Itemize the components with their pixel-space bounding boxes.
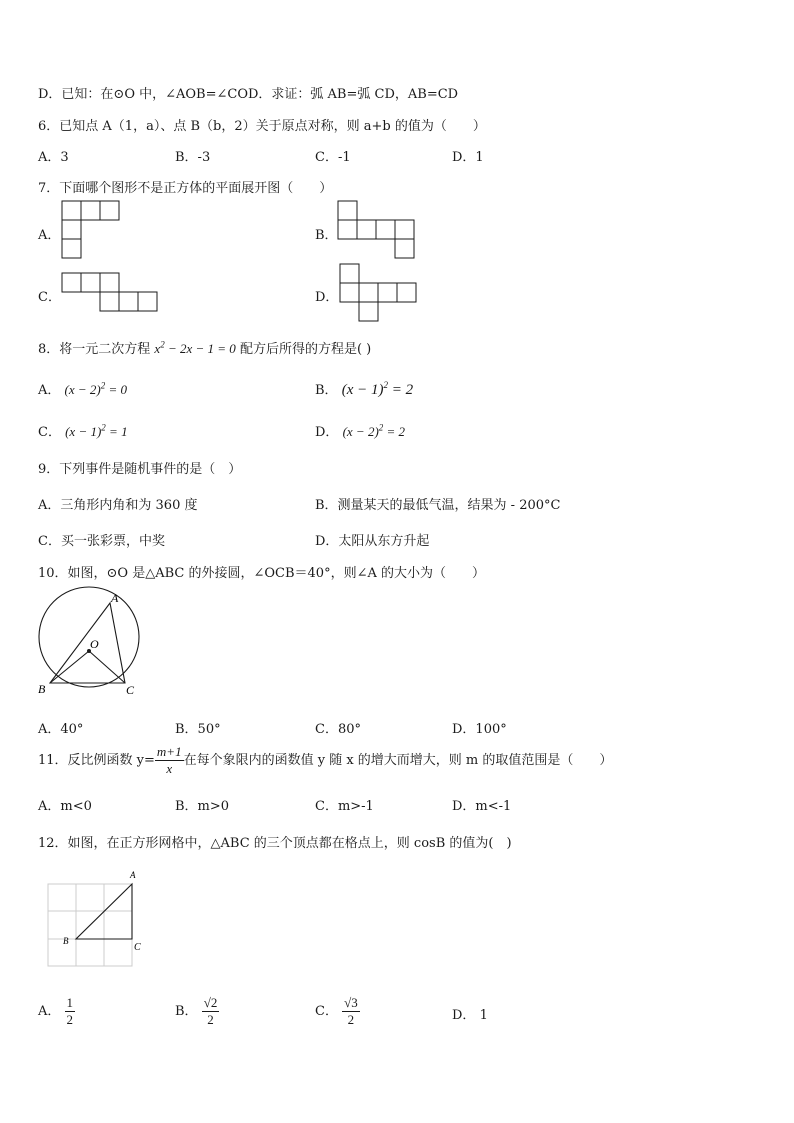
q11-stem-suffix: 在每个象限内的函数值 y 随 x 的增大而增大，则 m 的取值范围是（ ） <box>183 753 613 768</box>
q8-option-d: D． $(x - 2)^2 = 2$ <box>315 422 406 440</box>
q9-option-c: C．买一张彩票，中奖 <box>38 534 165 549</box>
q10-stem: 10．如图，⊙O 是△ABC 的外接圆，∠OCB＝40°，则∠A 的大小为（ ） <box>38 566 485 581</box>
q10-option-d: D．100° <box>452 722 507 737</box>
q6-option-b: B．-3 <box>175 150 211 165</box>
q9-option-d: D．太阳从东方升起 <box>315 534 430 549</box>
q12-label-a: A <box>130 870 136 880</box>
q11-option-d: D．m<-1 <box>452 799 512 814</box>
q9-stem: 9．下列事件是随机事件的是（ ） <box>38 462 242 477</box>
q7-label-c: C． <box>38 290 61 305</box>
q12-option-a: A． $\frac{1}{2}$ <box>38 995 74 1027</box>
q7-label-b: B． <box>315 228 338 243</box>
q7-stem: 7．下面哪个图形不是正方体的平面展开图（ ） <box>38 181 333 196</box>
q8-option-b: B． $(x - 1)^2 = 2$ <box>315 380 414 398</box>
q12-option-c: C． $\frac{√3}{2}$ <box>315 995 358 1027</box>
q9-option-b: B．测量某天的最低气温，结果为 - 200°C <box>315 498 561 513</box>
q8-option-c: C． $(x - 1)^2 = 1$ <box>38 422 128 440</box>
q12-label-c: C <box>134 942 141 953</box>
q8-equation: $x^2 - 2x - 1 = 0$ <box>154 339 236 356</box>
q10-option-b: B．50° <box>175 722 221 737</box>
q8-option-a: A． $(x - 2)^2 = 0$ <box>38 380 128 398</box>
q10-option-c: C．80° <box>315 722 361 737</box>
q11-stem-prefix: 11．反比例函数 y= <box>38 753 155 768</box>
q11-fraction: $\frac{m+1}{x}$ <box>156 744 182 776</box>
q5-option-d: D．已知：在⊙O 中，∠AOB=∠COD．求证：弧 AB=弧 CD，AB=CD <box>38 87 459 102</box>
q11-option-b: B．m>0 <box>175 799 230 814</box>
q6-option-a: A．3 <box>38 150 69 165</box>
q8-stem-suffix: 配方后所得的方程是( ) <box>239 342 372 357</box>
q12-option-b: B． $\frac{√2}{2}$ <box>175 995 218 1027</box>
q11-option-a: A．m<0 <box>38 799 92 814</box>
q10-label-c: C <box>126 683 135 697</box>
q10-label-b: B <box>38 682 46 696</box>
q6-stem: 6．已知点 A（1，a）、点 B（b，2）关于原点对称，则 a+b 的值为（ ） <box>38 119 486 134</box>
q9-option-a: A．三角形内角和为 360 度 <box>38 498 198 513</box>
q12-stem: 12．如图，在正方形网格中，△ABC 的三个顶点都在格点上，则 cosB 的值为( ) <box>38 836 512 851</box>
q7-label-d: D． <box>315 290 339 305</box>
q10-label-a: A <box>111 591 119 605</box>
q6-option-d: D．1 <box>452 150 484 165</box>
q7-label-a: A． <box>38 228 61 243</box>
q10-label-o: O <box>90 637 99 651</box>
q12-option-d: D． 1 <box>452 1008 488 1023</box>
q10-option-a: A．40° <box>38 722 84 737</box>
q11-option-c: C．m>-1 <box>315 799 374 814</box>
q12-label-b: B <box>63 936 69 946</box>
q6-option-c: C．-1 <box>315 150 351 165</box>
q8-stem-prefix: 8．将一元二次方程 <box>38 342 151 357</box>
